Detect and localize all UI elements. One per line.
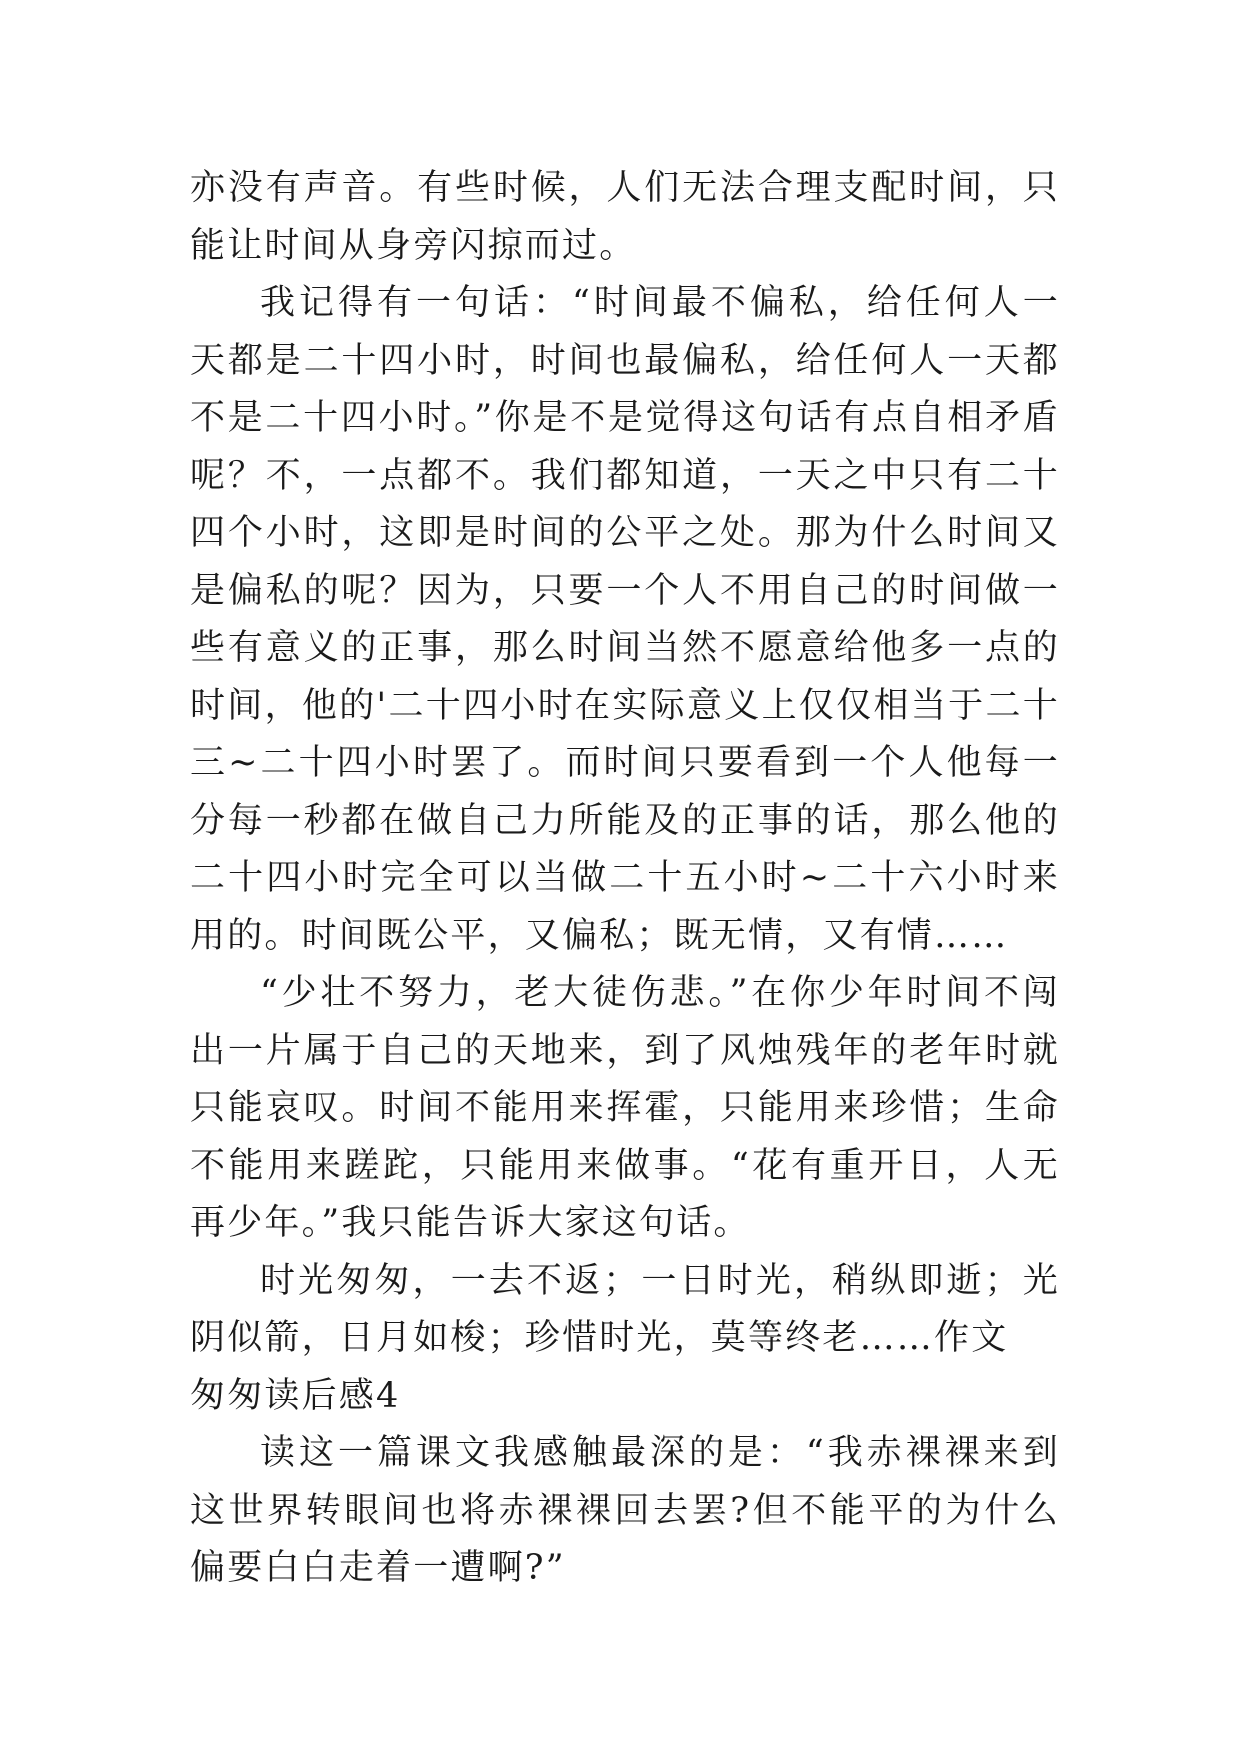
paragraph-time-flies: 时光匆匆，一去不返；一日时光，稍纵即逝；光阴似箭，日月如梭；珍惜时光，莫等终老……作文 xyxy=(190,1260,1060,1358)
document-body xyxy=(190,160,1060,1598)
paragraph-youth-proverb: “少壮不努力，老大徒伤悲。”在你少年时间不闯出一片属于自己的天地来，到了风烛残年的老年时就只能哀叹。时间不能用来挥霍，只能用来珍惜；生命不能用来蹉跎，只能用来做事。“花有重开日，人无再少年。”我只能告诉大家这句话。 xyxy=(190,973,1060,1243)
paragraph-time-quote: 我记得有一句话：“时间最不偏私，给任何人一天都是二十四小时，时间也最偏私，给任何人一天都不是二十四小时。”你是不是觉得这句话有点自相矛盾呢？不，一点都不。我们都知道，一天之中只有二十四个小时，这即是时间的公平之处。那为什么时间又是偏私的呢？因为，只要一个人不用自己的时间做一些有意义的正事，那么时间当然不愿意给他多一点的时间，他的'二十四小时在实际意义上仅仅相当于二十三~二十四小时罢了。而时间只要看到一个人他每一分每一秒都在做自己力所能及的正事的话，那么他的二十四小时完全可以当做二十五小时~二十六小时来用的。时间既公平，又偏私；既无情，又有情…… xyxy=(190,283,1060,956)
section-heading: 匆匆读后感4 xyxy=(190,1375,401,1416)
paragraph-continuation: 亦没有声音。有些时候，人们无法合理支配时间，只能让时间从身旁闪掠而过。 xyxy=(190,168,1060,266)
paragraph-reading-reflection: 读这一篇课文我感触最深的是：“我赤裸裸来到这世界转眼间也将赤裸裸回去罢?但不能平的为什么偏要白白走着一遭啊?” xyxy=(190,1433,1060,1588)
